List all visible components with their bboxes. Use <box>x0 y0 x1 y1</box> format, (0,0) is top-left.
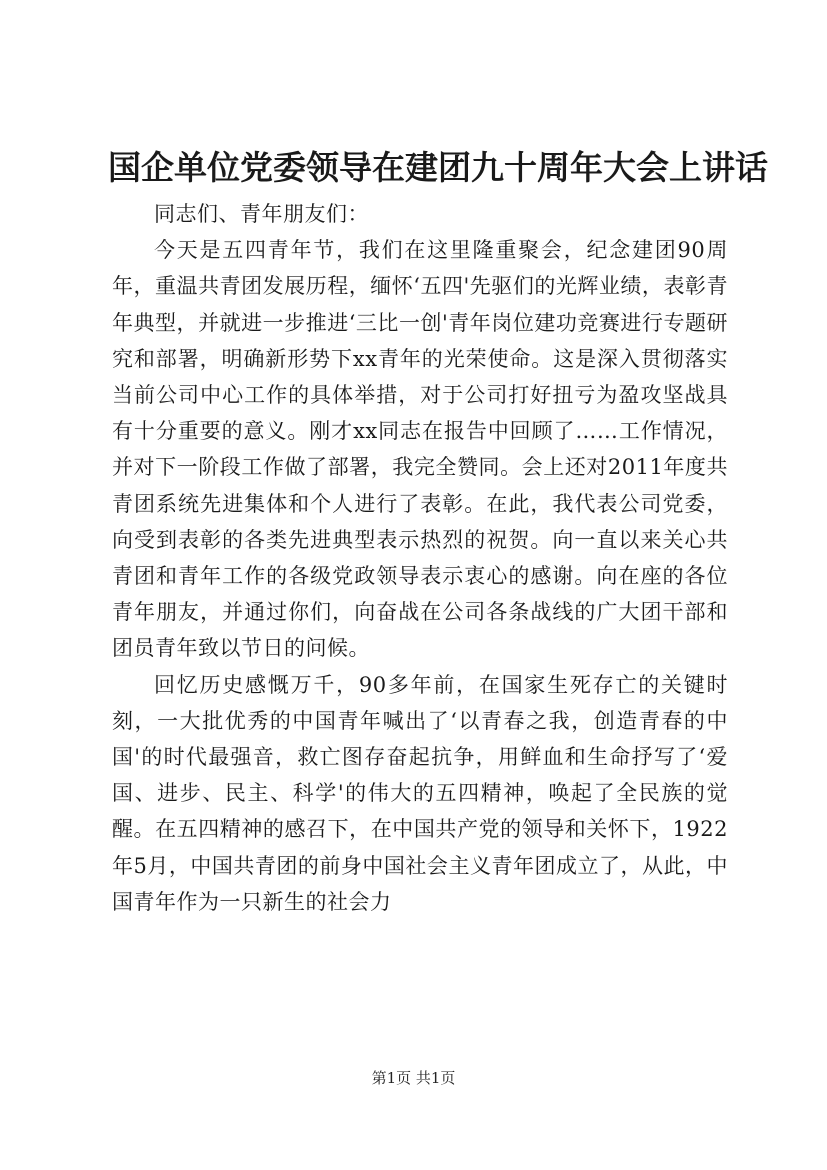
salutation: 同志们、青年朋友们： <box>154 202 369 226</box>
document-title: 国企单位党委领导在建团九十周年大会上讲话 <box>108 148 768 187</box>
paragraph-1: 今天是五四青年节，我们在这里隆重聚会，纪念建团90周年，重温共青团发展历程，缅怀‘五四'先驱们的光辉业绩，表彰青年典型，并就进一步推进‘三比一创'青年岗位建功竞赛进行专题研究和部署，明确新形势下xx青年的光荣使命。这是深入贯彻落实当前公司中心工作的具体举措，对于公司打好扭亏为盈攻坚战具有十分重要的意义。刚才xx同志在报告中回顾了……工作情况，并对下一阶段工作做了部署，我完全赞同。会上还对2011年度共青团系统先进集体和个人进行了表彰。在此，我代表公司党委，向受到表彰的各类先进典型表示热烈的祝贺。向一直以来关心共青团和青年工作的各级党政领导表示衷心的感谢。向在座的各位青年朋友，并通过你们，向奋战在公司各条战线的广大团干部和团员青年致以节日的问候。 <box>112 238 728 661</box>
page-footer: 第1页 共1页 <box>371 1069 456 1087</box>
paragraph-2: 回忆历史感慨万千，90多年前，在国家生死存亡的关键时刻，一大批优秀的中国青年喊出了‘以青春之我，创造青春的中国'的时代最强音，救亡图存奋起抗争，用鲜血和生命抒写了‘爱国、进步、民主、科学'的伟大的五四精神，唤起了全民族的觉醒。在五四精神的感召下，在中国共产党的领导和关怀下，1922年5月，中国共青团的前身中国社会主义青年团成立了，从此，中国青年作为一只新生的社会力 <box>112 672 728 914</box>
document-body <box>112 196 728 920</box>
